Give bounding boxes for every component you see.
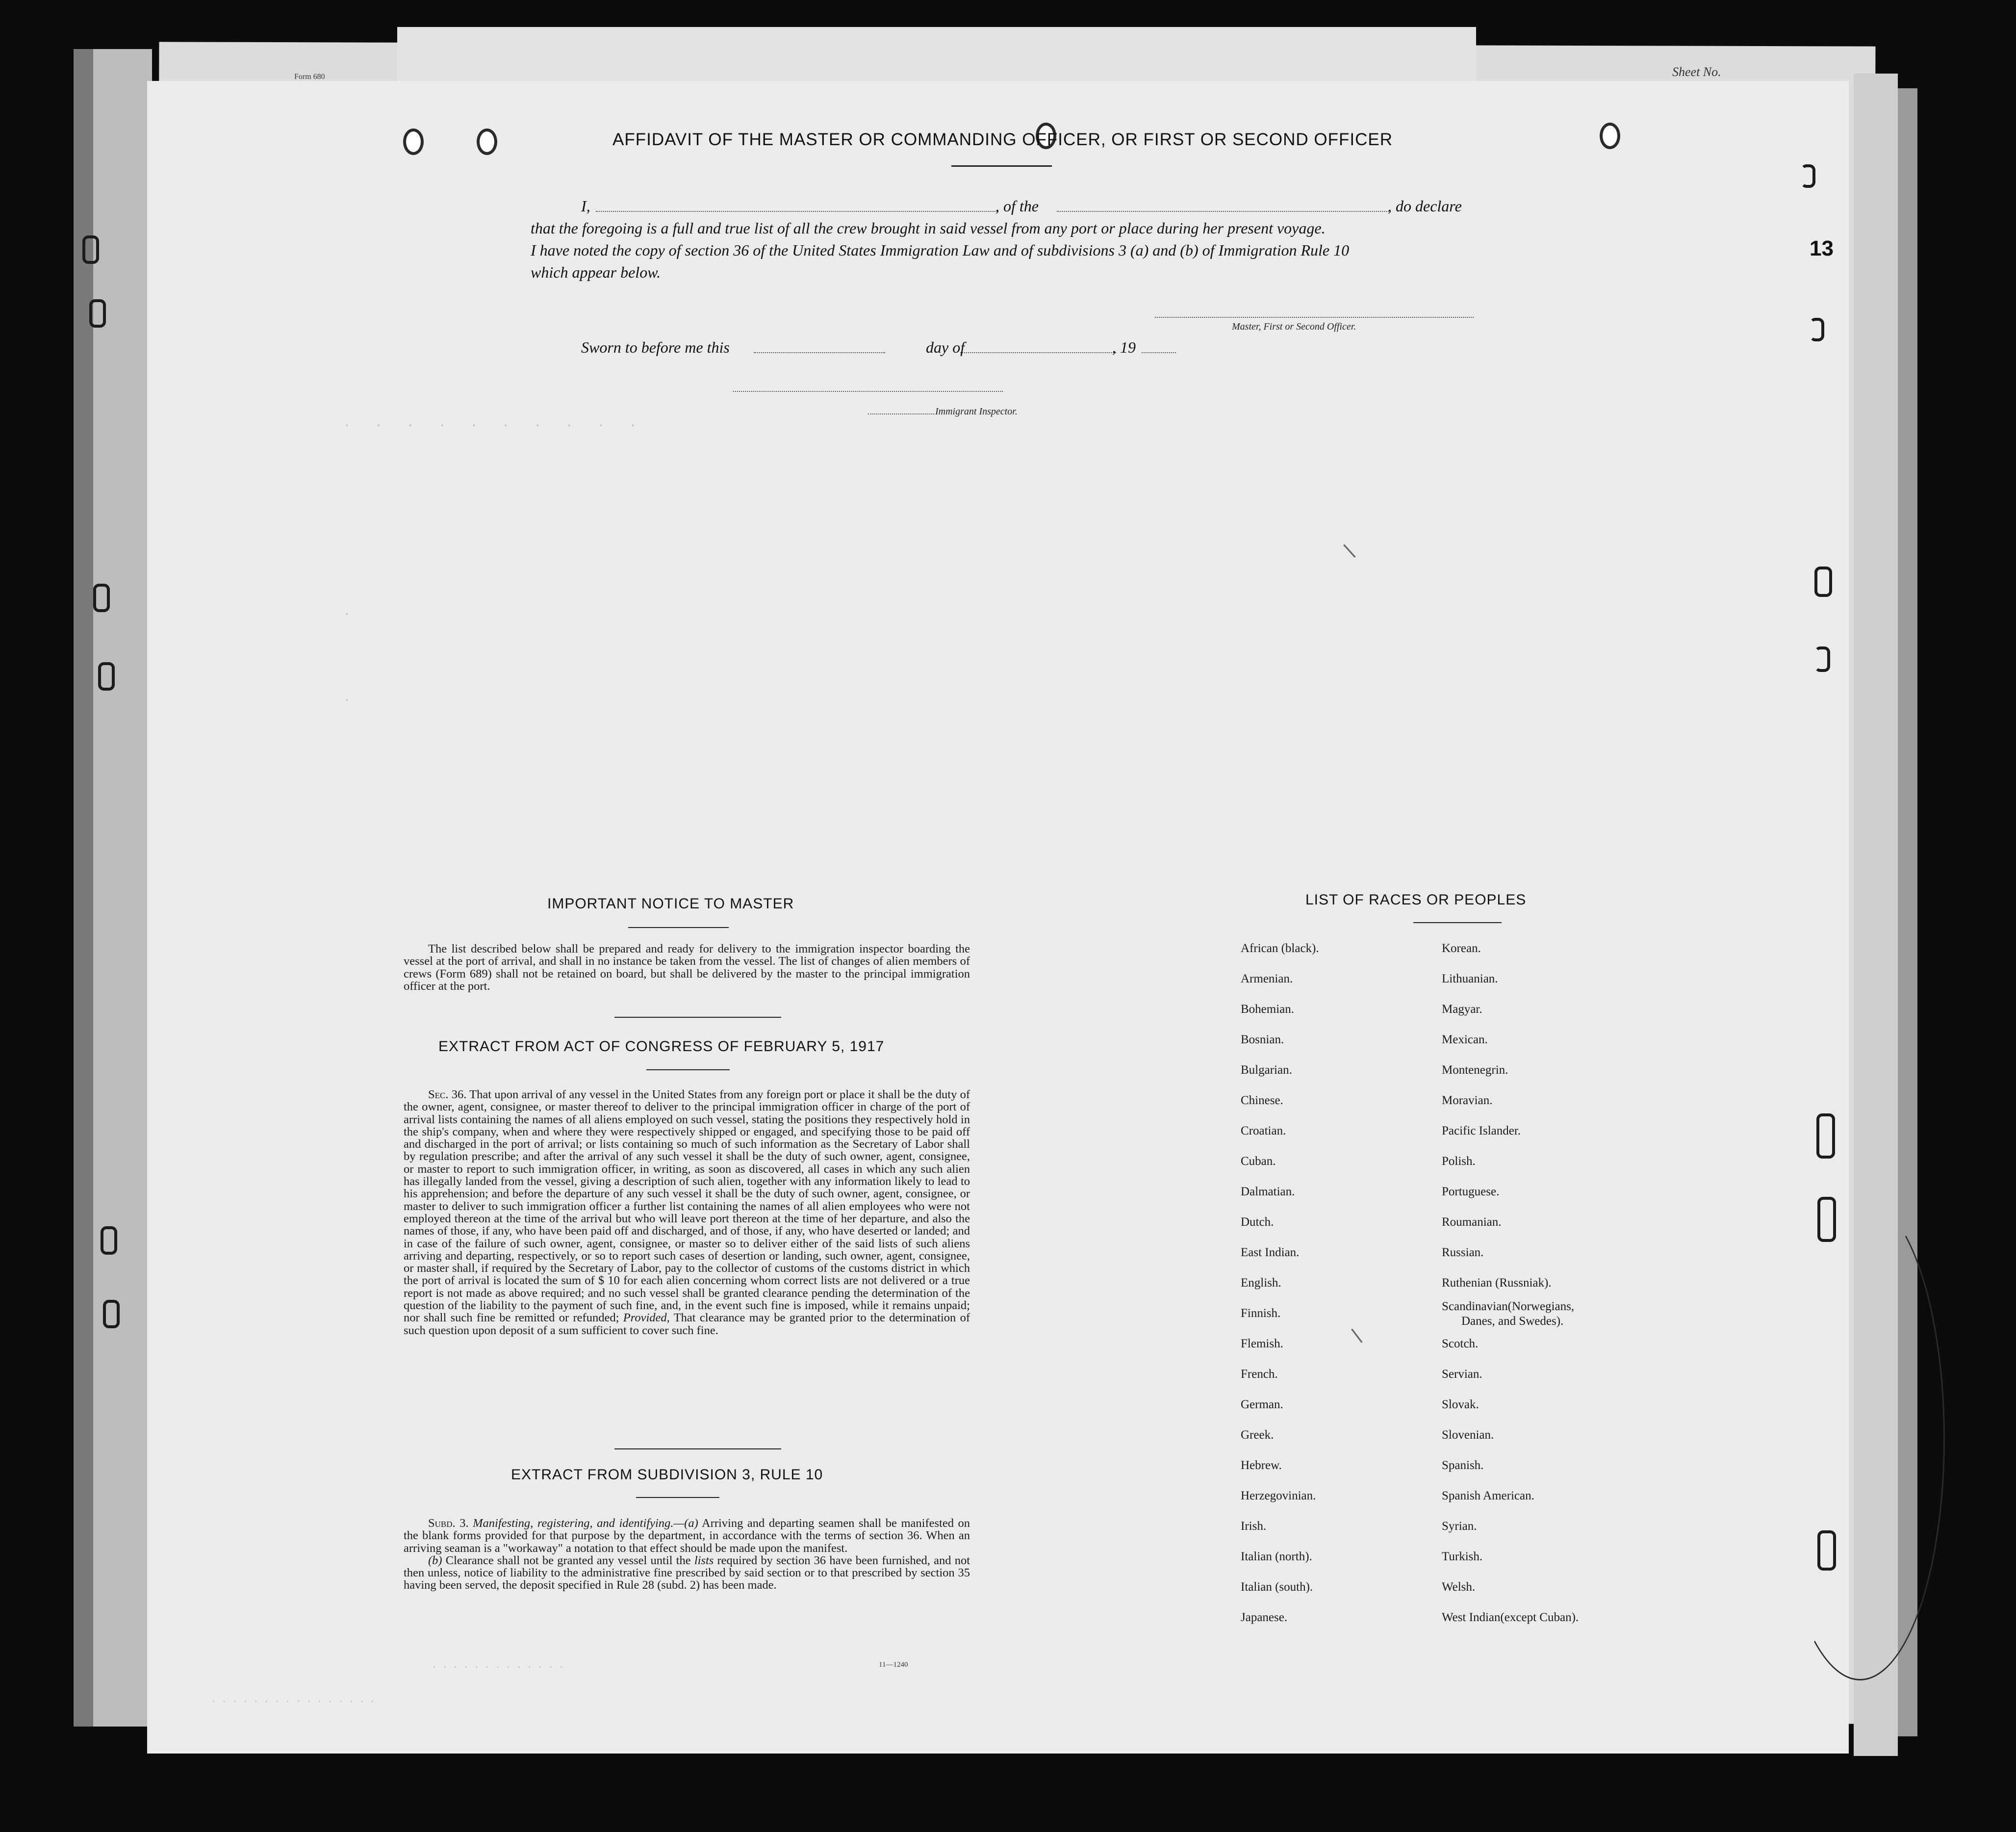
race-right-17: Slovenian. bbox=[1442, 1428, 1494, 1442]
sheet-number-label: Sheet No. bbox=[1672, 65, 1721, 79]
act-rule bbox=[646, 1069, 730, 1070]
year-prefix: , 19 bbox=[1112, 338, 1136, 356]
race-right-19: Spanish American. bbox=[1442, 1489, 1534, 1502]
race-right-7: Polish. bbox=[1442, 1155, 1476, 1168]
sec-label: Sec. 36. bbox=[428, 1088, 467, 1101]
print-code: 11—1240 bbox=[879, 1661, 908, 1669]
race-left-1: Armenian. bbox=[1241, 972, 1293, 985]
race-right-8: Portuguese. bbox=[1442, 1185, 1500, 1198]
rule-extract-title: EXTRACT FROM SUBDIVISION 3, RULE 10 bbox=[511, 1467, 823, 1483]
binding-shadow bbox=[74, 49, 93, 1727]
race-right-14: Scotch. bbox=[1442, 1337, 1479, 1350]
sworn-text: Sworn to before me this bbox=[581, 338, 730, 356]
race-left-2: Bohemian. bbox=[1241, 1003, 1295, 1016]
month-blank[interactable] bbox=[960, 352, 1116, 353]
binding-clip-icon bbox=[82, 235, 99, 264]
affidavit-line-4: which appear below. bbox=[531, 263, 661, 281]
race-right-2: Magyar. bbox=[1442, 1003, 1482, 1016]
races-title: LIST OF RACES OR PEOPLES bbox=[1305, 892, 1527, 908]
race-right-11: Ruthenian (Russniak). bbox=[1442, 1276, 1552, 1290]
race-left-21: Italian (south). bbox=[1241, 1580, 1313, 1594]
binding-clip-icon bbox=[98, 662, 115, 691]
race-right-4: Montenegrin. bbox=[1442, 1063, 1508, 1077]
affidavit-line-3: I have noted the copy of section 36 of the United States Immigration Law and of subdivisions 3 (a) and (b) of Immigration Rule 10 bbox=[531, 241, 1350, 259]
bleed-through-mark: · bbox=[343, 694, 351, 707]
race-left-3: Bosnian. bbox=[1241, 1033, 1284, 1046]
race-left-12: Finnish. bbox=[1241, 1307, 1281, 1320]
race-left-16: Greek. bbox=[1241, 1428, 1274, 1442]
race-left-19: Irish. bbox=[1241, 1520, 1267, 1533]
right-clip-icon bbox=[1816, 1113, 1835, 1159]
act-extract-text: Sec. 36. That upon arrival of any vessel in the United States from any foreign port or place it shall be the duty of the owner, agent, consignee, or master thereof to deliver to the principal immigration officer in charge of the port of arrival lists containing the names of all aliens employed on such vessel, stating the positions they respectively hold in the ship's company, when and where they were respectively shipped or engaged, and specifying those to be paid off and discharged in the port of arrival; or lists containing so much of such information as the Secretary of Labor shall by regulation prescribe; and after the arrival of any such vessel it shall be the duty of such owner, agent, consignee, or master to report to such immigration officer, in writing, as soon as discovered, all cases in which any such alien has illegally landed from the vessel, giving a description of such alien, together with any information likely to lead to his apprehension; and before the departure of any such vessel it shall be the duty of such owner, agent, consignee, or master to deliver to such immigration officer a further list containing the names of all alien employees who were not employed thereon at the time of the arrival but who will leave port thereon at the time of her departure, and also the names of those, if any, who have been paid off and discharged, and of those, if any, who have deserted or landed; and in case of the failure of such owner, agent, consignee, or master so to deliver either of the said lists of such aliens arriving and departing, respectively, or so to report such cases of desertion or landing, such owner, agent, consignee, or master shall, if required by the Secretary of Labor, pay to the collector of customs of the customs district in which the port of arrival is located the sum of $ 10 for each alien concerning whom correct lists are not delivered or a true report is not made as above required; and no such vessel shall be granted clearance pending the determination of the question of the liability to the payment of such fine, and, in the event such fine is imposed, while it remains unpaid; nor shall such fine be remitted or refunded; Provided, That clearance may be granted prior to the determination of such question upon deposit of a sum sufficient to cover such fine. bbox=[404, 1088, 970, 1337]
inspector-label: Immigrant Inspector. bbox=[935, 406, 1018, 417]
punch-hole-icon bbox=[477, 129, 497, 155]
race-right-12: Scandinavian(Norwegians, bbox=[1442, 1300, 1575, 1313]
rule-rule bbox=[636, 1497, 719, 1498]
race-left-7: Cuban. bbox=[1241, 1155, 1276, 1168]
inspector-signature-blank[interactable] bbox=[733, 391, 1003, 392]
race-right-10: Russian. bbox=[1442, 1246, 1484, 1259]
punch-hole-icon bbox=[1600, 123, 1620, 149]
race-left-18: Herzegovinian. bbox=[1241, 1489, 1316, 1502]
bleed-through-text: · · · · · · · · · · bbox=[343, 419, 645, 433]
right-clip-icon bbox=[1810, 318, 1824, 341]
day-of-text: day of bbox=[926, 338, 965, 356]
race-left-20: Italian (north). bbox=[1241, 1550, 1312, 1563]
right-clip-icon bbox=[1814, 646, 1830, 672]
sheet-number-stamp: 13 bbox=[1810, 236, 1834, 260]
race-left-6: Croatian. bbox=[1241, 1124, 1286, 1137]
punch-hole-icon bbox=[403, 129, 424, 155]
bleed-through-text: · · · · · · · · · · · · · bbox=[432, 1663, 564, 1673]
race-left-17: Hebrew. bbox=[1241, 1459, 1282, 1472]
race-left-13: Flemish. bbox=[1241, 1337, 1283, 1350]
affidavit-of-the: , of the bbox=[995, 197, 1039, 215]
race-left-8: Dalmatian. bbox=[1241, 1185, 1295, 1198]
race-left-22: Japanese. bbox=[1241, 1611, 1288, 1624]
binding-clip-icon bbox=[103, 1300, 120, 1328]
bleed-through-mark: · bbox=[343, 608, 351, 621]
section-divider bbox=[614, 1448, 781, 1449]
race-right-21: Turkish. bbox=[1442, 1550, 1483, 1563]
notice-title: IMPORTANT NOTICE TO MASTER bbox=[547, 896, 794, 912]
race-right-18: Spanish. bbox=[1442, 1459, 1484, 1472]
race-right-15: Servian. bbox=[1442, 1368, 1482, 1381]
back-sheet-top bbox=[397, 27, 1476, 86]
manifest-page bbox=[147, 81, 1849, 1754]
binding-clip-icon bbox=[101, 1226, 117, 1255]
pencil-mark: \ bbox=[1341, 539, 1357, 563]
pencil-mark: \ bbox=[1350, 1324, 1364, 1347]
section-divider bbox=[614, 1017, 781, 1018]
race-right-0: Korean. bbox=[1442, 942, 1481, 955]
race-right-1: Lithuanian. bbox=[1442, 972, 1498, 985]
race-left-10: East Indian. bbox=[1241, 1246, 1300, 1259]
master-signature-blank[interactable] bbox=[1155, 317, 1474, 318]
form-number: Form 680 bbox=[294, 73, 325, 81]
race-right-9: Roumanian. bbox=[1442, 1215, 1502, 1229]
name-blank[interactable] bbox=[596, 211, 998, 212]
day-blank[interactable] bbox=[754, 352, 885, 353]
title-rule bbox=[951, 165, 1052, 167]
year-blank[interactable] bbox=[1142, 352, 1176, 353]
act-extract-title: EXTRACT FROM ACT OF CONGRESS OF FEBRUARY 5, 1917 bbox=[438, 1038, 885, 1055]
race-right-5: Moravian. bbox=[1442, 1094, 1493, 1107]
races-rule bbox=[1413, 922, 1502, 923]
race-left-11: English. bbox=[1241, 1276, 1281, 1290]
vessel-blank[interactable] bbox=[1057, 211, 1390, 212]
race-left-5: Chinese. bbox=[1241, 1094, 1283, 1107]
notice-text: The list described below shall be prepared and ready for delivery to the immigration inspector boarding the vessel at the port of arrival, and shall in no instance be taken from the vessel. The list of changes of alien members of crews (Form 689) shall not be retained on board, but shall be delivered by the master to the principal immigration officer at the port. bbox=[404, 942, 970, 993]
affidavit-line-2: that the foregoing is a full and true list of all the crew brought in said vessel from any port or place during her present voyage. bbox=[531, 219, 1326, 237]
right-clip-icon bbox=[1801, 164, 1815, 188]
race-right-22: Welsh. bbox=[1442, 1580, 1476, 1594]
race-right-20: Syrian. bbox=[1442, 1520, 1477, 1533]
inspector-dots bbox=[868, 413, 934, 414]
race-left-0: African (black). bbox=[1241, 942, 1319, 955]
affidavit-i: I, bbox=[581, 197, 590, 215]
binding-clip-icon bbox=[89, 299, 106, 328]
race-left-15: German. bbox=[1241, 1398, 1283, 1411]
race-right-13: Danes, and Swedes). bbox=[1461, 1315, 1564, 1328]
race-left-9: Dutch. bbox=[1241, 1215, 1274, 1229]
binding-clip-icon bbox=[93, 584, 110, 612]
race-left-4: Bulgarian. bbox=[1241, 1063, 1292, 1077]
stamp-ring bbox=[1775, 1197, 1945, 1680]
right-clip-icon bbox=[1814, 567, 1832, 597]
race-right-23: West Indian(except Cuban). bbox=[1442, 1611, 1579, 1624]
race-right-6: Pacific Islander. bbox=[1442, 1124, 1521, 1137]
race-left-14: French. bbox=[1241, 1368, 1278, 1381]
affidavit-declare: , do declare bbox=[1388, 197, 1462, 215]
race-right-3: Mexican. bbox=[1442, 1033, 1488, 1046]
master-label: Master, First or Second Officer. bbox=[1232, 321, 1356, 332]
notice-rule bbox=[628, 927, 729, 928]
race-right-16: Slovak. bbox=[1442, 1398, 1479, 1411]
affidavit-title: AFFIDAVIT OF THE MASTER OR COMMANDING OFFICER, OR FIRST OR SECOND OFFICER bbox=[612, 130, 1393, 149]
bleed-through-text: · · · · · · · · · · · · · · · · bbox=[211, 1697, 375, 1707]
rule-extract-text: Subd. 3. Manifesting, registering, and identifying.—(a) Arriving and departing seamen shall be manifested on the blank forms provided for that purpose by the department, in accordance with the terms of section 36. When an arriving seaman is a "workaway" a notation to that effect should be made upon the manifest. (b) Clearance shall not be granted any vessel until the lists required by section 36 have been furnished, and not then unless, notice of liability to the administrative fine prescribed by said section or to that prescribed by section 35 having been served, the deposit specified in Rule 28 (subd. 2) has been made. bbox=[404, 1517, 970, 1592]
